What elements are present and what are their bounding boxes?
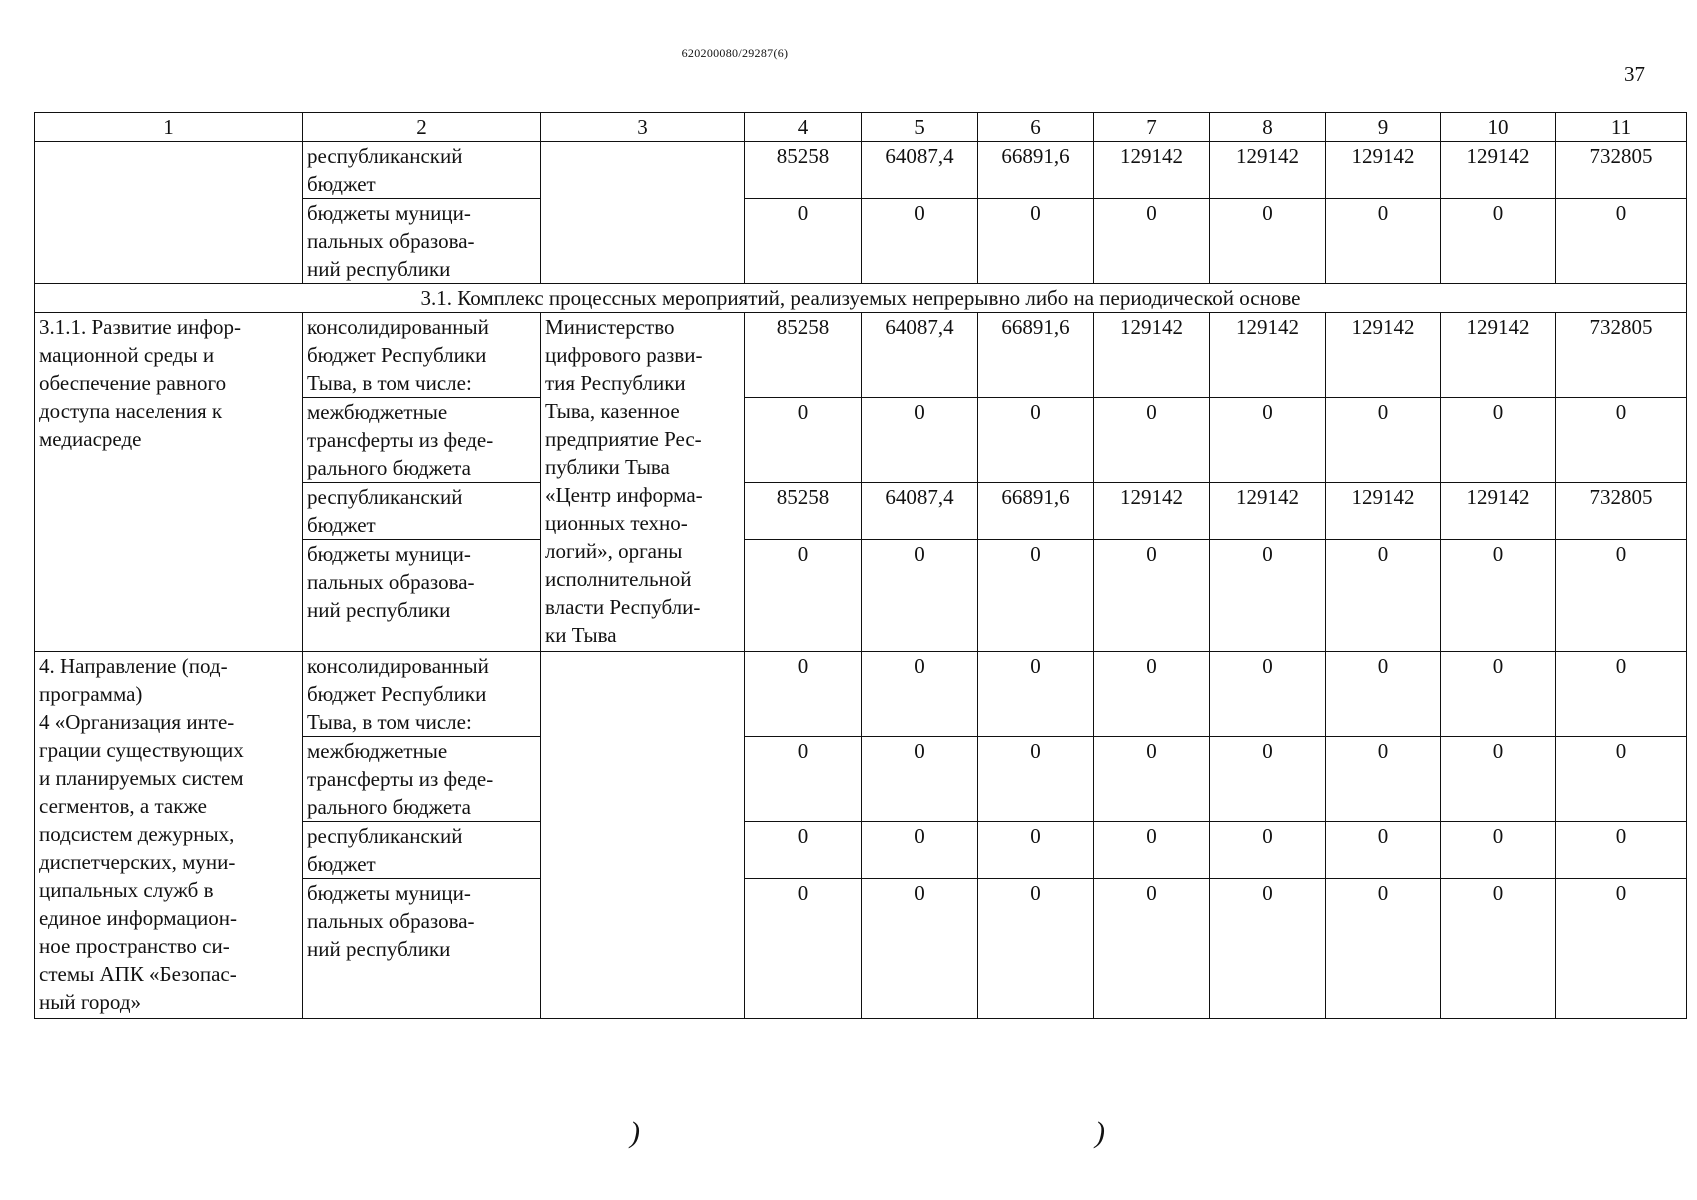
- value-cell: 0: [745, 540, 862, 652]
- text-line: программа): [39, 682, 143, 706]
- value-cell: 0: [1094, 652, 1210, 737]
- value-cell: 0: [1441, 652, 1556, 737]
- value-cell: 0: [1441, 879, 1556, 1019]
- text-line: Тыва, в том числе:: [307, 710, 472, 734]
- value-cell: 85258: [745, 483, 862, 540]
- source-cell: [303, 737, 541, 822]
- text-line: пальных образова-: [307, 570, 475, 594]
- value-cell: 0: [978, 879, 1094, 1019]
- value-cell: 0: [1441, 540, 1556, 652]
- value-cell: 0: [1326, 822, 1441, 879]
- budget-table: [34, 112, 1687, 1019]
- source-cell: [303, 199, 541, 284]
- text-line: бюджет: [307, 852, 376, 876]
- text-line: публики Тыва: [545, 455, 670, 479]
- text-line: 4. Направление (под-: [39, 654, 228, 678]
- text-line: доступа населения к: [39, 399, 223, 423]
- value-cell: 0: [1556, 822, 1687, 879]
- text-line: ный город»: [39, 990, 142, 1014]
- text-line: 4 «Организация инте-: [39, 710, 235, 734]
- value-cell: 66891,6: [978, 142, 1094, 199]
- text-line: диспетчерских, муни-: [39, 850, 236, 874]
- value-cell: 0: [1094, 822, 1210, 879]
- value-cell: 0: [1094, 199, 1210, 284]
- text-line: межбюджетные: [307, 400, 448, 424]
- column-number: 11: [1556, 113, 1687, 142]
- table-row: [35, 313, 1687, 398]
- text-line: 3.1.1. Развитие инфор-: [39, 315, 242, 339]
- value-cell: 0: [978, 540, 1094, 652]
- text-line: Министерство: [545, 315, 675, 339]
- column-number: 6: [978, 113, 1094, 142]
- value-cell: 64087,4: [862, 483, 978, 540]
- value-cell: 64087,4: [862, 142, 978, 199]
- executor-cell-empty: [541, 142, 745, 284]
- value-cell: 129142: [1326, 313, 1441, 398]
- text-line: ципальных служб в: [39, 878, 214, 902]
- value-cell: 0: [1556, 652, 1687, 737]
- text-line: ционных техно-: [545, 511, 688, 535]
- value-cell: 66891,6: [978, 483, 1094, 540]
- column-number: 3: [541, 113, 745, 142]
- text-line: бюджеты муници-: [307, 881, 471, 905]
- text-line: подсистем дежурных,: [39, 822, 235, 846]
- value-cell: 85258: [745, 142, 862, 199]
- text-line: бюджет: [307, 172, 376, 196]
- column-number: 10: [1441, 113, 1556, 142]
- text-line: консолидированный: [307, 654, 489, 678]
- value-cell: 129142: [1210, 483, 1326, 540]
- value-cell: 732805: [1556, 483, 1687, 540]
- source-cell: [303, 822, 541, 879]
- text-line: тия Республики: [545, 371, 686, 395]
- text-line: республиканский: [307, 485, 463, 509]
- activity-name-cell: [35, 313, 303, 652]
- column-number: 1: [35, 113, 303, 142]
- executor-cell: [541, 652, 745, 1019]
- text-line: «Центр информа-: [545, 483, 703, 507]
- value-cell: 129142: [1441, 142, 1556, 199]
- value-cell: 0: [1094, 879, 1210, 1019]
- text-line: трансферты из феде-: [307, 767, 494, 791]
- executor-cell: [541, 313, 745, 652]
- value-cell: 129142: [1094, 483, 1210, 540]
- column-number: 7: [1094, 113, 1210, 142]
- value-cell: 0: [1326, 199, 1441, 284]
- value-cell: 129142: [1441, 313, 1556, 398]
- text-line: пальных образова-: [307, 909, 475, 933]
- value-cell: 0: [1210, 737, 1326, 822]
- value-cell: 129142: [1210, 313, 1326, 398]
- text-line: бюджет: [307, 513, 376, 537]
- value-cell: 0: [1094, 540, 1210, 652]
- document-id: 620200080/29287(6): [681, 46, 789, 60]
- value-cell: 129142: [1210, 142, 1326, 199]
- source-cell: [303, 879, 541, 1019]
- column-number: 5: [862, 113, 978, 142]
- value-cell: 0: [1210, 879, 1326, 1019]
- value-cell: 0: [1441, 822, 1556, 879]
- name-cell-empty: [35, 142, 303, 284]
- value-cell: 0: [862, 540, 978, 652]
- value-cell: 0: [745, 199, 862, 284]
- text-line: власти Республи-: [545, 595, 701, 619]
- source-cell: [303, 398, 541, 483]
- value-cell: 0: [1210, 540, 1326, 652]
- value-cell: 0: [1210, 822, 1326, 879]
- value-cell: 0: [978, 737, 1094, 822]
- value-cell: 129142: [1094, 142, 1210, 199]
- text-line: обеспечение равного: [39, 371, 227, 395]
- value-cell: 0: [1326, 879, 1441, 1019]
- value-cell: 0: [1441, 398, 1556, 483]
- value-cell: 66891,6: [978, 313, 1094, 398]
- text-line: мационной среды и: [39, 343, 215, 367]
- value-cell: 0: [862, 199, 978, 284]
- table-row: [35, 652, 1687, 737]
- value-cell: 0: [1094, 398, 1210, 483]
- text-line: цифрового разви-: [545, 343, 703, 367]
- value-cell: 129142: [1094, 313, 1210, 398]
- value-cell: 0: [1210, 398, 1326, 483]
- value-cell: 64087,4: [862, 313, 978, 398]
- value-cell: 0: [1556, 398, 1687, 483]
- text-line: стемы АПК «Безопас-: [39, 962, 237, 986]
- text-line: ки Тыва: [545, 623, 617, 647]
- value-cell: 732805: [1556, 313, 1687, 398]
- value-cell: 0: [745, 737, 862, 822]
- text-line: бюджеты муници-: [307, 201, 471, 225]
- value-cell: 0: [862, 737, 978, 822]
- section-row: [35, 284, 1687, 313]
- value-cell: 0: [978, 652, 1094, 737]
- text-line: бюджет Республики: [307, 682, 487, 706]
- text-line: исполнительной: [545, 567, 692, 591]
- text-line: и планируемых систем: [39, 766, 244, 790]
- value-cell: 0: [1556, 879, 1687, 1019]
- value-cell: 0: [978, 199, 1094, 284]
- source-cell: [303, 313, 541, 398]
- text-line: ное пространство си-: [39, 934, 230, 958]
- column-number: 2: [303, 113, 541, 142]
- value-cell: 0: [978, 398, 1094, 483]
- value-cell: 0: [745, 398, 862, 483]
- value-cell: 0: [1094, 737, 1210, 822]
- text-line: республиканский: [307, 824, 463, 848]
- text-line: бюджеты муници-: [307, 542, 471, 566]
- value-cell: 129142: [1326, 483, 1441, 540]
- value-cell: 0: [745, 652, 862, 737]
- text-line: рального бюджета: [307, 795, 471, 819]
- text-line: медиасреде: [39, 427, 142, 451]
- value-cell: 0: [1326, 398, 1441, 483]
- value-cell: 0: [862, 822, 978, 879]
- value-cell: 0: [862, 652, 978, 737]
- source-cell: [303, 142, 541, 199]
- text-line: Тыва, казенное: [545, 399, 680, 423]
- mark-right: ): [1095, 1116, 1105, 1149]
- text-line: межбюджетные: [307, 739, 448, 763]
- text-line: предприятие Рес-: [545, 427, 702, 451]
- text-line: консолидированный: [307, 315, 489, 339]
- value-cell: 732805: [1556, 142, 1687, 199]
- value-cell: 0: [1326, 540, 1441, 652]
- text-line: рального бюджета: [307, 456, 471, 480]
- value-cell: 0: [1441, 199, 1556, 284]
- text-line: трансферты из феде-: [307, 428, 494, 452]
- column-number-row: [35, 113, 1687, 142]
- value-cell: 0: [862, 879, 978, 1019]
- value-cell: 0: [1326, 737, 1441, 822]
- text-line: ний республики: [307, 937, 451, 961]
- text-line: сегментов, а также: [39, 794, 207, 818]
- value-cell: 0: [1210, 199, 1326, 284]
- value-cell: 129142: [1441, 483, 1556, 540]
- value-cell: 0: [978, 822, 1094, 879]
- section-title: 3.1. Комплекс процессных мероприятий, реализуемых непрерывно либо на периодической основе: [35, 284, 1687, 313]
- value-cell: 129142: [1326, 142, 1441, 199]
- text-line: грации существующих: [39, 738, 244, 762]
- text-line: логий», органы: [545, 539, 683, 563]
- source-cell: [303, 652, 541, 737]
- source-cell: [303, 540, 541, 652]
- text-line: бюджет Республики: [307, 343, 487, 367]
- source-cell: [303, 483, 541, 540]
- value-cell: 0: [1326, 652, 1441, 737]
- table-row: [35, 142, 1687, 199]
- activity-name-cell: [35, 652, 303, 1019]
- column-number: 8: [1210, 113, 1326, 142]
- column-number: 9: [1326, 113, 1441, 142]
- mark-left: ): [630, 1116, 640, 1149]
- value-cell: 0: [1556, 199, 1687, 284]
- value-cell: 85258: [745, 313, 862, 398]
- text-line: единое информацион-: [39, 906, 237, 930]
- value-cell: 0: [745, 822, 862, 879]
- text-line: Тыва, в том числе:: [307, 371, 472, 395]
- text-line: республиканский: [307, 144, 463, 168]
- page-number: 37: [1624, 62, 1645, 86]
- value-cell: 0: [862, 398, 978, 483]
- value-cell: 0: [1556, 540, 1687, 652]
- text-line: ний республики: [307, 257, 451, 281]
- value-cell: 0: [1441, 737, 1556, 822]
- value-cell: 0: [1210, 652, 1326, 737]
- text-line: пальных образова-: [307, 229, 475, 253]
- text-line: ний республики: [307, 598, 451, 622]
- column-number: 4: [745, 113, 862, 142]
- value-cell: 0: [745, 879, 862, 1019]
- value-cell: 0: [1556, 737, 1687, 822]
